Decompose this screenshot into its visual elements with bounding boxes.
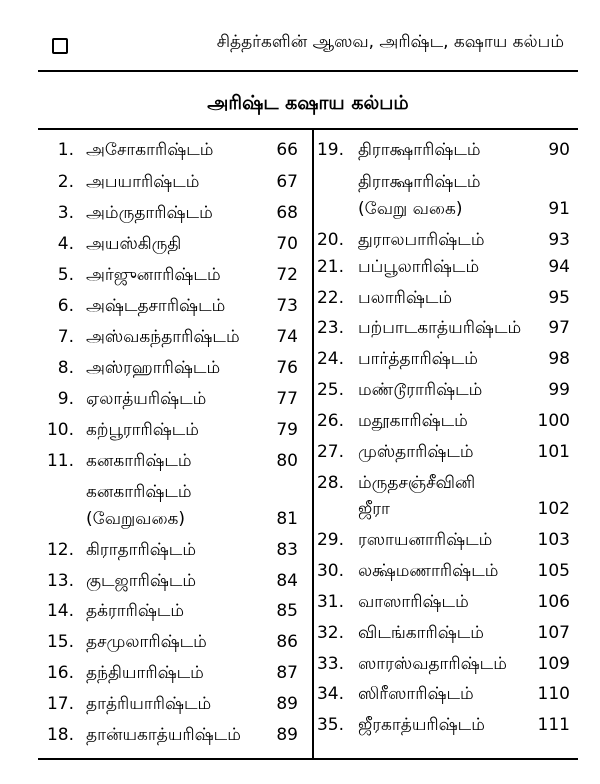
entry-title: கனகாரிஷ்டம் (86, 482, 192, 502)
entry-number: 9. (57, 389, 74, 409)
entry-page-number: 89 (276, 694, 298, 714)
entry-number: 5. (57, 265, 74, 285)
entry-page-number: 94 (548, 257, 570, 277)
title-rule (38, 128, 578, 130)
entry-number: 2. (57, 172, 74, 192)
entry-page-number: 103 (537, 530, 570, 550)
entry-page-number: 100 (537, 411, 570, 431)
entry-number: 35. (316, 715, 344, 735)
entry-title: அஷ்டதசாரிஷ்டம் (86, 296, 226, 316)
checkbox-icon (52, 38, 68, 54)
entry-title: விடங்காரிஷ்டம் (358, 623, 484, 643)
entry-number: 30. (316, 561, 344, 581)
entry-title: வாஸாரிஷ்டம் (358, 592, 469, 612)
entry-page-number: 89 (276, 725, 298, 745)
entry-page-number: 84 (276, 571, 298, 591)
entry-title: அபயாரிஷ்டம் (86, 172, 200, 192)
entry-page-number: 66 (276, 140, 298, 160)
entry-page-number: 90 (548, 140, 570, 160)
entry-title: லக்ஷ்மணாரிஷ்டம் (358, 561, 499, 581)
entry-title: அர்ஜுனாரிஷ்டம் (86, 265, 221, 285)
entry-title: ஸிரீஸாரிஷ்டம் (358, 684, 474, 704)
entry-title: பற்பாடகாத்யரிஷ்டம் (358, 318, 522, 338)
entry-number: 14. (46, 601, 74, 621)
entry-title: தாத்ரியாரிஷ்டம் (86, 694, 212, 714)
bottom-rule (38, 758, 578, 760)
entry-number: 27. (316, 442, 344, 462)
entry-title: தான்யகாத்யரிஷ்டம் (86, 725, 241, 745)
entry-page-number: 93 (548, 230, 570, 250)
entry-number: 24. (316, 349, 344, 369)
entry-title: பலாரிஷ்டம் (358, 288, 453, 308)
entry-title: அஸ்வகந்தாரிஷ்டம் (86, 327, 240, 347)
entry-title: தசமுலாரிஷ்டம் (86, 632, 207, 652)
entry-page-number: 102 (537, 499, 570, 519)
entry-page-number: 70 (276, 234, 298, 254)
entry-number: 7. (57, 327, 74, 347)
entry-title: முஸ்தாரிஷ்டம் (358, 442, 474, 462)
entry-number: 16. (46, 663, 74, 683)
entry-number: 11. (46, 451, 74, 471)
entry-page-number: 105 (537, 561, 570, 581)
entry-page-number: 80 (276, 451, 298, 471)
entry-title: ஜீரா (358, 499, 390, 519)
entry-title: கிராதாரிஷ்டம் (86, 540, 197, 560)
entry-title: திராக்ஷாரிஷ்டம் (358, 140, 481, 160)
entry-page-number: 85 (276, 601, 298, 621)
entry-page-number: 77 (276, 389, 298, 409)
entry-number: 32. (316, 623, 344, 643)
entry-title: ஏலாத்யரிஷ்டம் (86, 389, 207, 409)
entry-number: 26. (316, 411, 344, 431)
entry-page-number: 107 (537, 623, 570, 643)
entry-title: தக்ராரிஷ்டம் (86, 601, 185, 621)
entry-page-number: 73 (276, 296, 298, 316)
entry-number: 29. (316, 530, 344, 550)
entry-page-number: 91 (548, 199, 570, 219)
entry-number: 18. (46, 725, 74, 745)
entry-page-number: 99 (548, 380, 570, 400)
entry-title: அயஸ்கிருதி (86, 234, 182, 254)
entry-number: 13. (46, 571, 74, 591)
entry-title: அம்ருதாரிஷ்டம் (86, 203, 213, 223)
entry-number: 34. (316, 684, 344, 704)
entry-number: 23. (316, 318, 344, 338)
entry-number: 17. (46, 694, 74, 714)
entry-title: மதூகாரிஷ்டம் (358, 411, 468, 431)
entry-title: கற்பூராரிஷ்டம் (86, 420, 199, 440)
entry-number: 1. (57, 140, 74, 160)
entry-page-number: 83 (276, 540, 298, 560)
entry-number: 8. (57, 358, 74, 378)
entry-number: 3. (57, 203, 74, 223)
entry-title: (வேறுவகை) (86, 509, 186, 529)
entry-page-number: 110 (537, 684, 570, 704)
entry-title: குடஜாரிஷ்டம் (86, 571, 197, 591)
entry-title: கனகாரிஷ்டம் (86, 451, 192, 471)
entry-number: 28. (316, 473, 344, 493)
entry-number: 6. (57, 296, 74, 316)
header-rule (38, 70, 578, 72)
entry-number: 33. (316, 654, 344, 674)
entry-page-number: 97 (548, 318, 570, 338)
entry-title: ரஸாயனாரிஷ்டம் (358, 530, 493, 550)
entry-number: 10. (46, 420, 74, 440)
entry-title: திராக்ஷாரிஷ்டம் (358, 172, 481, 192)
entry-number: 20. (316, 230, 344, 250)
entry-title: ஜீரகாத்யரிஷ்டம் (358, 715, 485, 735)
entry-page-number: 74 (276, 327, 298, 347)
entry-page-number: 109 (537, 654, 570, 674)
entry-number: 4. (57, 234, 74, 254)
entry-page-number: 98 (548, 349, 570, 369)
entry-number: 15. (46, 632, 74, 652)
entry-number: 25. (316, 380, 344, 400)
entry-page-number: 67 (276, 172, 298, 192)
entry-page-number: 86 (276, 632, 298, 652)
entry-page-number: 95 (548, 288, 570, 308)
section-title: அரிஷ்ட கஷாய கல்பம் (207, 92, 409, 114)
entry-number: 19. (316, 140, 344, 160)
entry-page-number: 81 (276, 509, 298, 529)
entry-page-number: 101 (537, 442, 570, 462)
entry-number: 22. (316, 288, 344, 308)
entry-title: பப்பூலாரிஷ்டம் (358, 257, 480, 277)
entry-page-number: 72 (276, 265, 298, 285)
entry-title: அஸ்ரஹாரிஷ்டம் (86, 358, 221, 378)
entry-page-number: 111 (537, 715, 570, 735)
entry-title: அசோகாரிஷ்டம் (86, 140, 214, 160)
entry-title: ம்ருதசஞ்சீவினி (358, 473, 476, 493)
entry-title: துராலபாரிஷ்டம் (358, 230, 485, 250)
entry-page-number: 87 (276, 663, 298, 683)
entry-number: 31. (316, 592, 344, 612)
entry-page-number: 68 (276, 203, 298, 223)
entry-title: (வேறு வகை) (358, 199, 463, 219)
entry-number: 12. (46, 540, 74, 560)
entry-page-number: 76 (276, 358, 298, 378)
page-header (38, 30, 578, 62)
entry-title: தந்தியாரிஷ்டம் (86, 663, 204, 683)
entry-title: பார்த்தாரிஷ்டம் (358, 349, 478, 369)
entry-title: ஸாரஸ்வதாரிஷ்டம் (358, 654, 507, 674)
entry-page-number: 106 (537, 592, 570, 612)
running-title: சித்தர்களின் ஆஸவ, அரிஷ்ட, கஷாய கல்பம் (216, 32, 564, 52)
entry-title: மண்டூராரிஷ்டம் (358, 380, 483, 400)
entry-number: 21. (316, 257, 344, 277)
entry-page-number: 79 (276, 420, 298, 440)
